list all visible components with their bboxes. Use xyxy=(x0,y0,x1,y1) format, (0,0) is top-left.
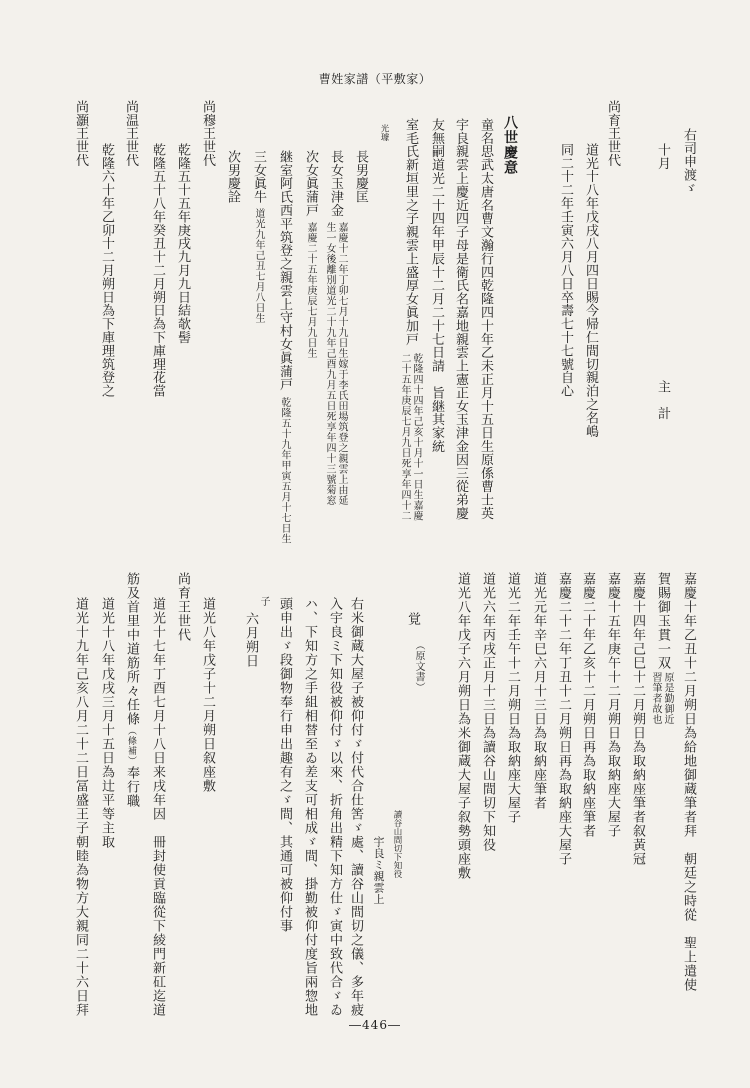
memorandum-date: 六月朔日 xyxy=(243,612,258,668)
annotation-line: 嘉慶十二年丁卯七月十九日生嫁于李氏田場筑登之親雲上由延 xyxy=(336,222,347,506)
child-entry: 三女眞牛 xyxy=(251,150,266,204)
spouse-entry: 継室阿氏西平筑登之親雲上守村女眞蒲戸 xyxy=(277,150,292,392)
reign-heading: 尚灝王世代 xyxy=(73,100,88,167)
editorial-note: （條補） xyxy=(126,726,136,766)
memorandum-line: 右米御蔵大屋子被仰付ゞ付代合仕筈ゞ處、讀谷山間切之儀、多年疲 xyxy=(348,597,363,1017)
spouse-entry: 室毛氏新垣里之子親雲上盛厚女眞加戸 xyxy=(403,118,418,346)
record-entry: 嘉慶十五年庚午十二月朔日為取納座大屋子 xyxy=(605,572,620,838)
annotation-line: 嘉慶二十五年庚辰七月九日生 xyxy=(305,222,316,359)
page-number: ―446― xyxy=(349,1018,401,1032)
record-entry: 道光六年丙戌正月十三日為讀谷山間切下知役 xyxy=(480,572,495,852)
page-header-title: 曹姓家譜（平敷家） xyxy=(318,72,432,86)
record-entry: 嘉慶二十二年丁丑十二月朔日再為取納座大屋子 xyxy=(556,572,571,866)
memorandum-heading: 覚 xyxy=(405,612,420,626)
child-entry: 長女玉津金 xyxy=(328,150,343,217)
reign-heading: 尚穆王世代 xyxy=(200,100,215,167)
chinese-name-note: 光璩 xyxy=(379,124,389,141)
record-entry: 道光八年戊子六月朔日為米御蔵大屋子叙勢頭座敷 xyxy=(455,572,470,880)
upper-col-order-issuer: 右司申渡ゞ xyxy=(681,128,696,195)
upper-col-month: 十月 xyxy=(655,143,670,170)
record-entry: 道光元年辛巳六月十三日為取納座筆者 xyxy=(531,572,546,810)
biography-line: 友無嗣道光二十四年甲辰十二月二十七日請 旨継其家統 xyxy=(429,118,444,453)
record-text: 奉行職 xyxy=(124,766,139,808)
record-text: 筋及首里中道筋所々任條 xyxy=(124,572,139,726)
office-title: 讀谷山間切下知役 xyxy=(392,810,402,878)
record-entry: 道光十九年己亥八月二十二日冨盛王子朝睦為物方大親同二十六日拜 xyxy=(73,597,88,1017)
annotation-line: 生一女後離別道光二十九年己酉九月五日死享年四十三號菊窓 xyxy=(324,222,335,506)
biography-line: 宇良親雲上慶近四子母是衛氏名嘉地親雲上憲正女玉津金因三從弟慶 xyxy=(453,118,468,520)
child-entry: 次女眞蒲戸 xyxy=(303,150,318,217)
annotation-line: 乾隆五十九年甲寅五月十七日生 xyxy=(279,397,290,544)
record-entry: 乾隆六十年乙卯十二月朔日為下庫理筑登之 xyxy=(99,143,114,398)
record-entry: 賀賜御玉貫一双 xyxy=(655,572,670,670)
annotation-line: 二十五年庚辰七月九日死享年四十二 xyxy=(399,353,410,521)
memorandum-line: ハ、下知方之手組相替至ゐ差支可相成ゞ間、掛勤被仰付度旨兩惣地 xyxy=(302,597,317,1017)
memorandum-line: 入宇良ミ下知役被仰付ゞ以來、折角出精下知方仕ゞ寅中致代合ゞゐ xyxy=(327,597,342,1017)
record-entry: 道光八年戊子十二月朔日叙座敷 xyxy=(200,597,215,793)
addressee-name: 宇良ミ親雲上 xyxy=(372,836,385,905)
annotation-line: 乾隆四十四年己亥十月十一日生嘉慶 xyxy=(411,353,422,521)
record-entry xyxy=(124,572,138,808)
record-entry: 道光十八年戊戌八月四日賜今帰仁間切親泊之名嶋 xyxy=(583,143,598,438)
source-note: （原文書） xyxy=(413,640,424,693)
record-entry: 乾隆五十五年庚戌九月九日結欹髻 xyxy=(175,143,190,344)
memorandum-line: 頭申出ゞ段御物奉行申出趣有之ゞ間、其通可被仰付事 xyxy=(277,597,292,933)
record-entry: 同二十二年壬寅六月八日卒壽七十七號自心 xyxy=(558,143,573,398)
child-entry: 次男慶詮 xyxy=(225,150,240,204)
record-entry: 道光二年壬午十二月朔日為取納座大屋子 xyxy=(505,572,520,824)
reign-heading: 尚温王世代 xyxy=(123,100,138,167)
generation-heading: 八世慶意 xyxy=(502,115,518,175)
reign-heading: 尚育王世代 xyxy=(605,100,620,167)
annotation-line: 習筆者故也 xyxy=(650,672,661,725)
child-entry: 長男慶匡 xyxy=(353,150,368,204)
record-entry: 道光十七年丁酉七月十八日来戌年因 冊封使貢臨從下綾門新矼迄道 xyxy=(150,597,165,1017)
biography-line: 童名思武太唐名曹文瀚行四乾隆四十年乙未正月十五日生原係曹士英 xyxy=(478,118,493,520)
record-entry: 乾隆五十八年癸丑十二月朔日為下庫理花當 xyxy=(150,143,165,398)
record-entry: 嘉慶二十年乙亥十二月朔日再為取納座筆者 xyxy=(580,572,595,838)
upper-col-signatory: 主 計 xyxy=(655,380,670,421)
record-entry: 嘉慶十年乙丑十二月朔日為給地御蔵筆者拜 朝廷之時從 聖上遣使 xyxy=(681,572,696,992)
annotation-line: 原是勤御近 xyxy=(662,672,673,725)
annotation-line: 道光九年己丑七月八日生 xyxy=(253,208,264,324)
year-mark: 子 xyxy=(258,596,269,607)
reign-heading: 尚育王世代 xyxy=(175,572,190,642)
record-entry: 嘉慶十四年己巳十二月朔日為取納座筆者叙黃冠 xyxy=(630,572,645,866)
record-entry: 道光十八年戊戌三月十五日為辻平等主取 xyxy=(99,597,114,849)
